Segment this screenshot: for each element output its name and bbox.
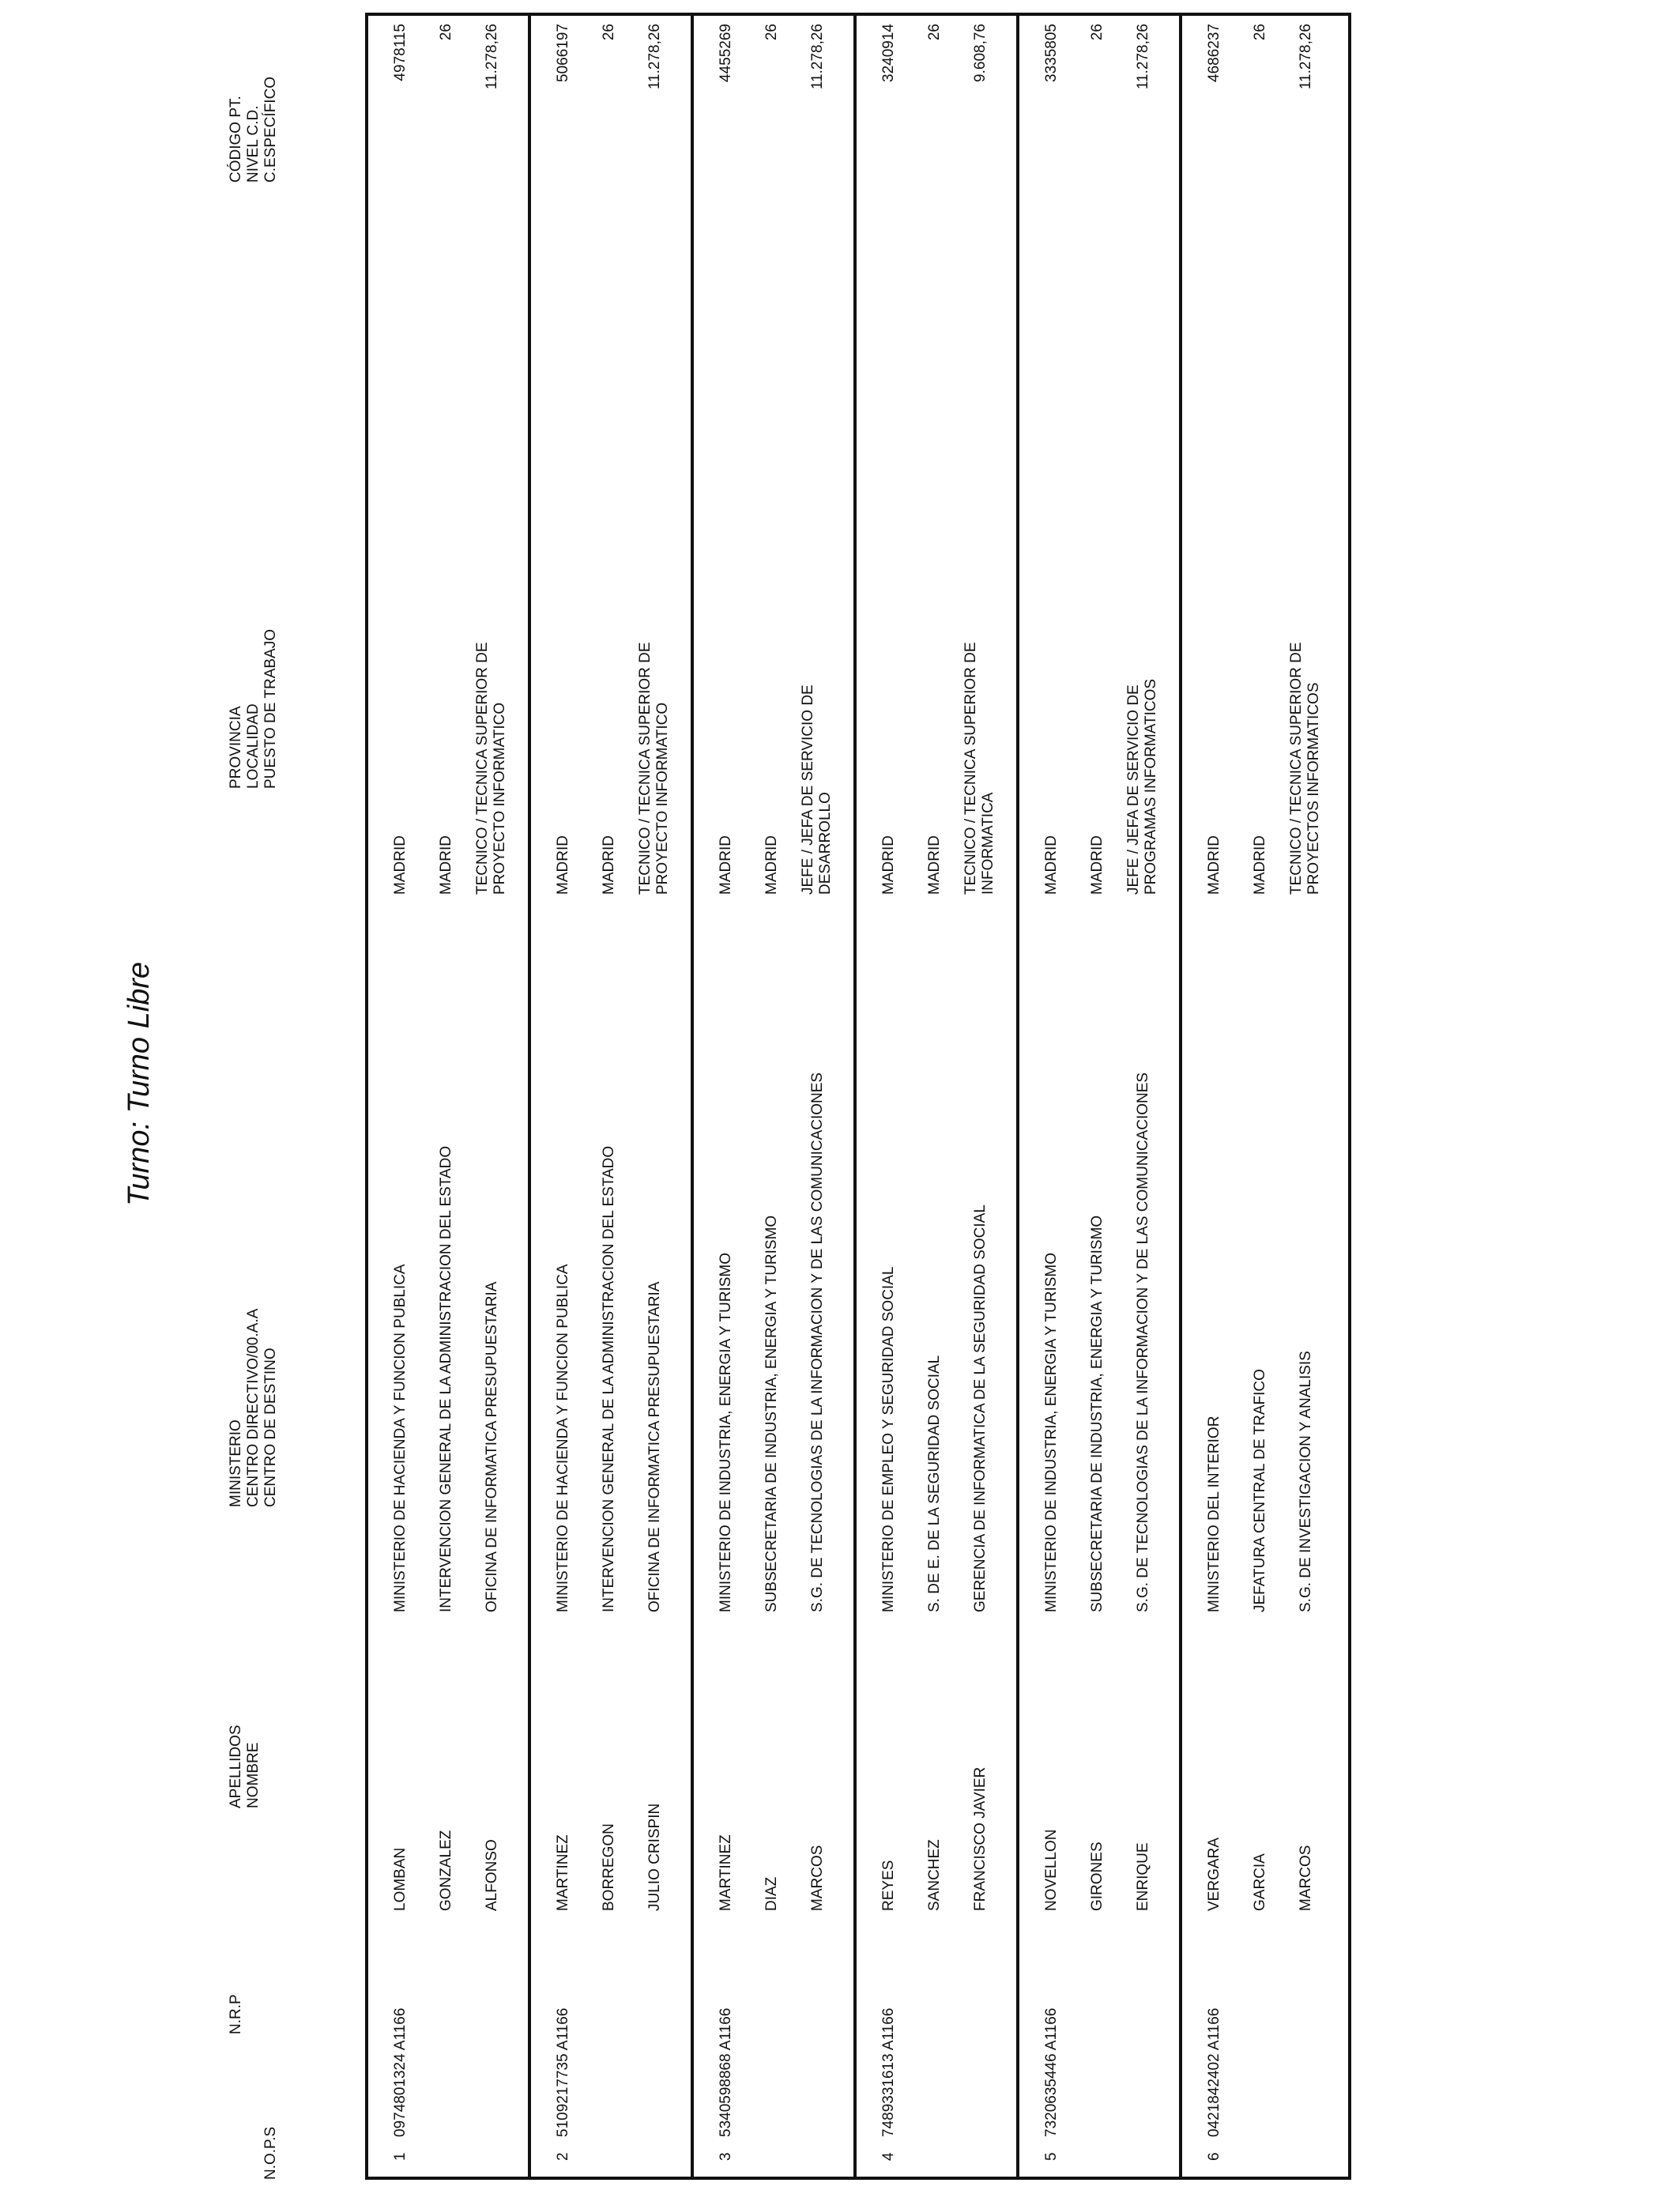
apellido-1: LOMBAN	[392, 1847, 409, 1911]
column-headers	[228, 0, 346, 2194]
puesto-line-1: TECNICO / TECNICA SUPERIOR DE	[1288, 642, 1305, 895]
provincia: MADRID	[1206, 835, 1222, 895]
provincia: MADRID	[392, 835, 409, 895]
c-especifico: 11.278,26	[484, 24, 500, 90]
page-title: Turno: Turno Libre	[122, 961, 156, 1206]
localidad: MADRID	[1252, 835, 1268, 895]
apellido-2: GIRONES	[1089, 1842, 1106, 1911]
header-ministerio: MINISTERIO CENTRO DIRECTIVO/00.A.A CENTRO DE DESTINO	[228, 1308, 279, 1507]
centro-directivo: INTERVENCION GENERAL DE LA ADMINISTRACION DEL ESTADO	[601, 1145, 617, 1612]
puesto-line-1: TECNICO / TECNICA SUPERIOR DE	[962, 642, 979, 895]
centro-destino: S.G. DE INVESTIGACION Y ANALISIS	[1298, 1351, 1314, 1612]
header-nops: N.O.P.S	[262, 2126, 279, 2180]
ministerio: MINISTERIO DE INDUSTRIA, ENERGIA Y TURISMO	[1043, 1252, 1060, 1612]
centro-destino: S.G. DE TECNOLOGIAS DE LA INFORMACION Y DE LAS COMUNICACIONES	[809, 1072, 826, 1612]
centro-destino: OFICINA DE INFORMATICA PRESUPUESTARIA	[484, 1281, 500, 1612]
header-codigo: CÓDIGO PT. NIVEL C.D. C.ESPECÍFICO	[228, 76, 279, 183]
nombre: FRANCISCO JAVIER	[972, 1766, 989, 1911]
puesto-line-2: PROYECTO INFORMATICO	[654, 702, 671, 895]
table-row	[857, 16, 1019, 2177]
centro-directivo: INTERVENCION GENERAL DE LA ADMINISTRACION DEL ESTADO	[438, 1145, 454, 1612]
centro-directivo: S. DE E. DE LA SEGURIDAD SOCIAL	[926, 1355, 943, 1612]
c-especifico: 11.278,26	[646, 24, 663, 90]
c-especifico: 9.608,76	[972, 24, 989, 82]
localidad: MADRID	[1089, 835, 1106, 895]
row-number: 2	[555, 2152, 571, 2161]
centro-destino: S.G. DE TECNOLOGIAS DE LA INFORMACION Y DE LAS COMUNICACIONES	[1135, 1072, 1151, 1612]
row-number: 3	[718, 2152, 734, 2161]
apellido-1: REYES	[880, 1860, 897, 1911]
header-provincia: PROVINCIA LOCALIDAD PUESTO DE TRABAJO	[228, 628, 279, 789]
codigo-pt: 4455269	[718, 24, 734, 82]
nrp: 7489331613 A1166	[880, 2007, 897, 2137]
nivel-cd: 26	[926, 24, 943, 41]
apellido-1: MARTINEZ	[718, 1834, 734, 1911]
ministerio: MINISTERIO DEL INTERIOR	[1206, 1416, 1222, 1612]
ministerio: MINISTERIO DE HACIENDA Y FUNCION PUBLICA	[392, 1264, 409, 1612]
apellido-1: NOVELLON	[1043, 1829, 1060, 1911]
nrp: 0421842402 A1166	[1206, 2007, 1222, 2137]
row-number: 1	[392, 2152, 409, 2161]
nrp: 0974801324 A1166	[392, 2007, 409, 2137]
codigo-pt: 3240914	[880, 24, 897, 82]
apellido-2: SANCHEZ	[926, 1839, 943, 1911]
localidad: MADRID	[926, 835, 943, 895]
apellido-2: DIAZ	[763, 1876, 780, 1911]
puesto-line-1: TECNICO / TECNICA SUPERIOR DE	[474, 642, 491, 895]
nivel-cd: 26	[601, 24, 617, 41]
nivel-cd: 26	[1252, 24, 1268, 41]
apellido-1: MARTINEZ	[555, 1834, 571, 1911]
c-especifico: 11.278,26	[809, 24, 826, 90]
c-especifico: 11.278,26	[1135, 24, 1151, 90]
table-row	[531, 16, 694, 2177]
centro-destino: OFICINA DE INFORMATICA PRESUPUESTARIA	[646, 1281, 663, 1612]
table-row	[694, 16, 857, 2177]
results-table	[365, 13, 1351, 2180]
row-number: 5	[1043, 2152, 1060, 2161]
header-nrp: N.R.P	[228, 1994, 244, 2034]
nombre: ENRIQUE	[1135, 1842, 1151, 1911]
apellido-2: GONZALEZ	[438, 1830, 454, 1911]
row-number: 4	[880, 2152, 897, 2161]
codigo-pt: 5066197	[555, 24, 571, 82]
nrp: 5340598868 A1166	[718, 2007, 734, 2137]
puesto-line-1: TECNICO / TECNICA SUPERIOR DE	[637, 642, 654, 895]
nombre: JULIO CRISPIN	[646, 1803, 663, 1911]
table-row	[1182, 16, 1345, 2177]
localidad: MADRID	[601, 835, 617, 895]
row-number: 6	[1206, 2152, 1222, 2161]
centro-directivo: JEFATURA CENTRAL DE TRAFICO	[1252, 1369, 1268, 1612]
localidad: MADRID	[438, 835, 454, 895]
ministerio: MINISTERIO DE HACIENDA Y FUNCION PUBLICA	[555, 1264, 571, 1612]
ministerio: MINISTERIO DE EMPLEO Y SEGURIDAD SOCIAL	[880, 1266, 897, 1612]
centro-directivo: SUBSECRETARIA DE INDUSTRIA, ENERGIA Y TURISMO	[763, 1215, 780, 1612]
localidad: MADRID	[763, 835, 780, 895]
table-row	[368, 16, 531, 2177]
nombre: MARCOS	[809, 1845, 826, 1911]
nrp: 5109217735 A1166	[555, 2007, 571, 2137]
provincia: MADRID	[555, 835, 571, 895]
apellido-2: GARCIA	[1252, 1853, 1268, 1911]
table-row	[1019, 16, 1182, 2177]
nrp: 7320635446 A1166	[1043, 2007, 1060, 2137]
nombre: ALFONSO	[484, 1839, 500, 1911]
nivel-cd: 26	[763, 24, 780, 41]
codigo-pt: 4978115	[392, 24, 409, 81]
header-nombre: APELLIDOS NOMBRE	[228, 1725, 262, 1808]
apellido-1: VERGARA	[1206, 1838, 1222, 1911]
puesto-line-1: JEFE / JEFA DE SERVICIO DE	[800, 684, 816, 895]
apellido-2: BORREGON	[601, 1823, 617, 1911]
codigo-pt: 4686237	[1206, 24, 1222, 82]
nivel-cd: 26	[1089, 24, 1106, 41]
centro-directivo: SUBSECRETARIA DE INDUSTRIA, ENERGIA Y TURISMO	[1089, 1215, 1106, 1612]
nombre: MARCOS	[1298, 1845, 1314, 1911]
puesto-line-2: DESARROLLO	[817, 792, 834, 895]
nivel-cd: 26	[438, 24, 454, 41]
centro-destino: GERENCIA DE INFORMATICA DE LA SEGURIDAD SOCIAL	[972, 1204, 989, 1612]
ministerio: MINISTERIO DE INDUSTRIA, ENERGIA Y TURISMO	[718, 1252, 734, 1612]
puesto-line-2: INFORMATICA	[980, 792, 996, 895]
provincia: MADRID	[880, 835, 897, 895]
puesto-line-2: PROYECTOS INFORMATICOS	[1305, 682, 1322, 895]
provincia: MADRID	[718, 835, 734, 895]
puesto-line-1: JEFE / JEFA DE SERVICIO DE	[1125, 684, 1142, 895]
codigo-pt: 3335805	[1043, 24, 1060, 82]
puesto-line-2: PROYECTO INFORMATICO	[492, 702, 508, 895]
puesto-line-2: PROGRAMAS INFORMATICOS	[1143, 678, 1159, 895]
c-especifico: 11.278,26	[1298, 24, 1314, 90]
provincia: MADRID	[1043, 835, 1060, 895]
